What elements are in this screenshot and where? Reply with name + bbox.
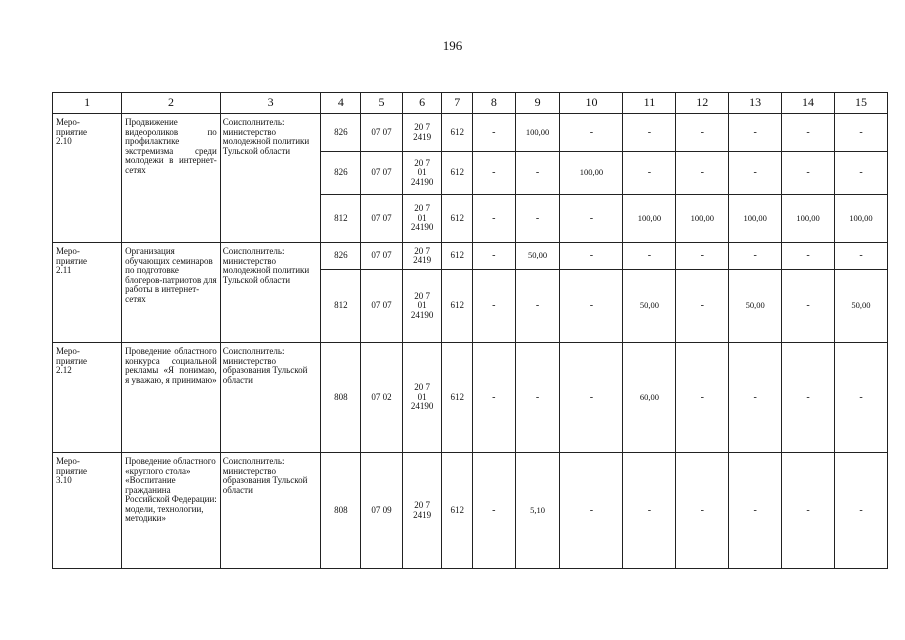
activity-name: Меро- приятие 2.12 xyxy=(53,343,122,453)
column-header: 8 xyxy=(472,93,515,114)
amount-cell: - xyxy=(515,270,560,343)
amount-cell: - xyxy=(729,453,782,569)
ministry-code: 826 xyxy=(321,243,361,270)
ministry-code: 826 xyxy=(321,114,361,152)
amount-cell: - xyxy=(676,343,729,453)
activity-description: Проведение областного конкурса социальной рекламы «Я понимаю, я уважаю, я принимаю» xyxy=(122,343,221,453)
amount-cell: - xyxy=(472,114,515,152)
column-header: 11 xyxy=(623,93,676,114)
expense-type-code: 612 xyxy=(442,343,473,453)
responsible-executor: Соисполнитель: министерство образования Тульской области xyxy=(220,343,321,453)
section-code: 07 07 xyxy=(361,243,403,270)
amount-cell: - xyxy=(560,453,623,569)
amount-cell: - xyxy=(560,343,623,453)
column-header: 6 xyxy=(402,93,442,114)
column-header: 12 xyxy=(676,93,729,114)
amount-cell: - xyxy=(623,453,676,569)
amount-cell: - xyxy=(515,343,560,453)
target-article-code: 20 7 01 24190 xyxy=(402,270,442,343)
target-article-code: 20 7 2419 xyxy=(402,453,442,569)
column-header: 2 xyxy=(122,93,221,114)
table-row xyxy=(53,343,888,453)
amount-cell: - xyxy=(515,195,560,243)
column-header: 14 xyxy=(782,93,835,114)
section-code: 07 07 xyxy=(361,270,403,343)
page-number: 196 xyxy=(442,38,463,53)
amount-cell: - xyxy=(729,152,782,195)
amount-cell: - xyxy=(623,152,676,195)
column-header: 5 xyxy=(361,93,403,114)
activity-name: Меро- приятие 2.10 xyxy=(53,114,122,243)
column-header: 1 xyxy=(53,93,122,114)
amount-cell: - xyxy=(676,114,729,152)
amount-cell: - xyxy=(782,114,835,152)
amount-cell: - xyxy=(782,343,835,453)
amount-cell: - xyxy=(623,243,676,270)
expense-type-code: 612 xyxy=(442,195,473,243)
amount-cell: - xyxy=(782,243,835,270)
target-article-code: 20 7 2419 xyxy=(402,114,442,152)
header-row xyxy=(53,93,888,114)
amount-cell: 60,00 xyxy=(623,343,676,453)
expense-type-code: 612 xyxy=(442,243,473,270)
amount-cell: - xyxy=(515,152,560,195)
amount-cell: 100,00 xyxy=(676,195,729,243)
column-header: 15 xyxy=(834,93,887,114)
amount-cell: - xyxy=(623,114,676,152)
column-header: 3 xyxy=(220,93,321,114)
responsible-executor: Соисполнитель: министерство молодежной политики Тульской области xyxy=(220,114,321,243)
column-header: 10 xyxy=(560,93,623,114)
ministry-code: 812 xyxy=(321,195,361,243)
amount-cell: 50,00 xyxy=(623,270,676,343)
target-article-code: 20 7 01 24190 xyxy=(402,343,442,453)
amount-cell: - xyxy=(472,152,515,195)
expense-type-code: 612 xyxy=(442,114,473,152)
activity-name: Меро- приятие 3.10 xyxy=(53,453,122,569)
amount-cell: - xyxy=(834,243,887,270)
table-row xyxy=(53,453,888,569)
table-row xyxy=(53,243,888,270)
amount-cell: 100,00 xyxy=(560,152,623,195)
ministry-code: 812 xyxy=(321,270,361,343)
activity-description: Продвижение видеороликов по профилактике экстремизма среди молодежи в интернет-сетях xyxy=(122,114,221,243)
amount-cell: - xyxy=(472,243,515,270)
amount-cell: - xyxy=(782,270,835,343)
amount-cell: - xyxy=(472,270,515,343)
amount-cell: 100,00 xyxy=(515,114,560,152)
section-code: 07 07 xyxy=(361,152,403,195)
responsible-executor: Соисполнитель: министерство молодежной политики Тульской области xyxy=(220,243,321,343)
amount-cell: - xyxy=(472,195,515,243)
amount-cell: - xyxy=(834,114,887,152)
amount-cell: - xyxy=(676,453,729,569)
amount-cell: - xyxy=(782,152,835,195)
ministry-code: 826 xyxy=(321,152,361,195)
target-article-code: 20 7 2419 xyxy=(402,243,442,270)
amount-cell: - xyxy=(782,453,835,569)
amount-cell: 100,00 xyxy=(782,195,835,243)
amount-cell: - xyxy=(560,270,623,343)
expense-type-code: 612 xyxy=(442,270,473,343)
amount-cell: - xyxy=(729,343,782,453)
budget-table xyxy=(52,92,888,569)
amount-cell: - xyxy=(834,152,887,195)
amount-cell: - xyxy=(729,114,782,152)
expense-type-code: 612 xyxy=(442,152,473,195)
ministry-code: 808 xyxy=(321,343,361,453)
section-code: 07 09 xyxy=(361,453,403,569)
amount-cell: 100,00 xyxy=(623,195,676,243)
column-header: 7 xyxy=(442,93,473,114)
column-header: 13 xyxy=(729,93,782,114)
responsible-executor: Соисполнитель: министерство образования Тульской области xyxy=(220,453,321,569)
activity-description: Организация обучающих семинаров по подготовке блогеров-патриотов для работы в интернет-сетях xyxy=(122,243,221,343)
expense-type-code: 612 xyxy=(442,453,473,569)
amount-cell: - xyxy=(676,152,729,195)
amount-cell: 100,00 xyxy=(729,195,782,243)
amount-cell: - xyxy=(834,343,887,453)
target-article-code: 20 7 01 24190 xyxy=(402,152,442,195)
amount-cell: - xyxy=(472,453,515,569)
activity-name: Меро- приятие 2.11 xyxy=(53,243,122,343)
section-code: 07 02 xyxy=(361,343,403,453)
amount-cell: 50,00 xyxy=(515,243,560,270)
target-article-code: 20 7 01 24190 xyxy=(402,195,442,243)
section-code: 07 07 xyxy=(361,195,403,243)
amount-cell: - xyxy=(676,270,729,343)
amount-cell: 50,00 xyxy=(834,270,887,343)
amount-cell: 50,00 xyxy=(729,270,782,343)
table-body xyxy=(53,93,888,569)
amount-cell: - xyxy=(676,243,729,270)
section-code: 07 07 xyxy=(361,114,403,152)
amount-cell: - xyxy=(834,453,887,569)
amount-cell: - xyxy=(560,243,623,270)
activity-description: Проведение областного «круглого стола» «Воспитание гражданина Российской Федерации: модели, технологии, методики» xyxy=(122,453,221,569)
ministry-code: 808 xyxy=(321,453,361,569)
column-header: 9 xyxy=(515,93,560,114)
amount-cell: - xyxy=(560,114,623,152)
amount-cell: - xyxy=(729,243,782,270)
amount-cell: 5,10 xyxy=(515,453,560,569)
amount-cell: 100,00 xyxy=(834,195,887,243)
amount-cell: - xyxy=(472,343,515,453)
amount-cell: - xyxy=(560,195,623,243)
table-row xyxy=(53,114,888,152)
column-header: 4 xyxy=(321,93,361,114)
